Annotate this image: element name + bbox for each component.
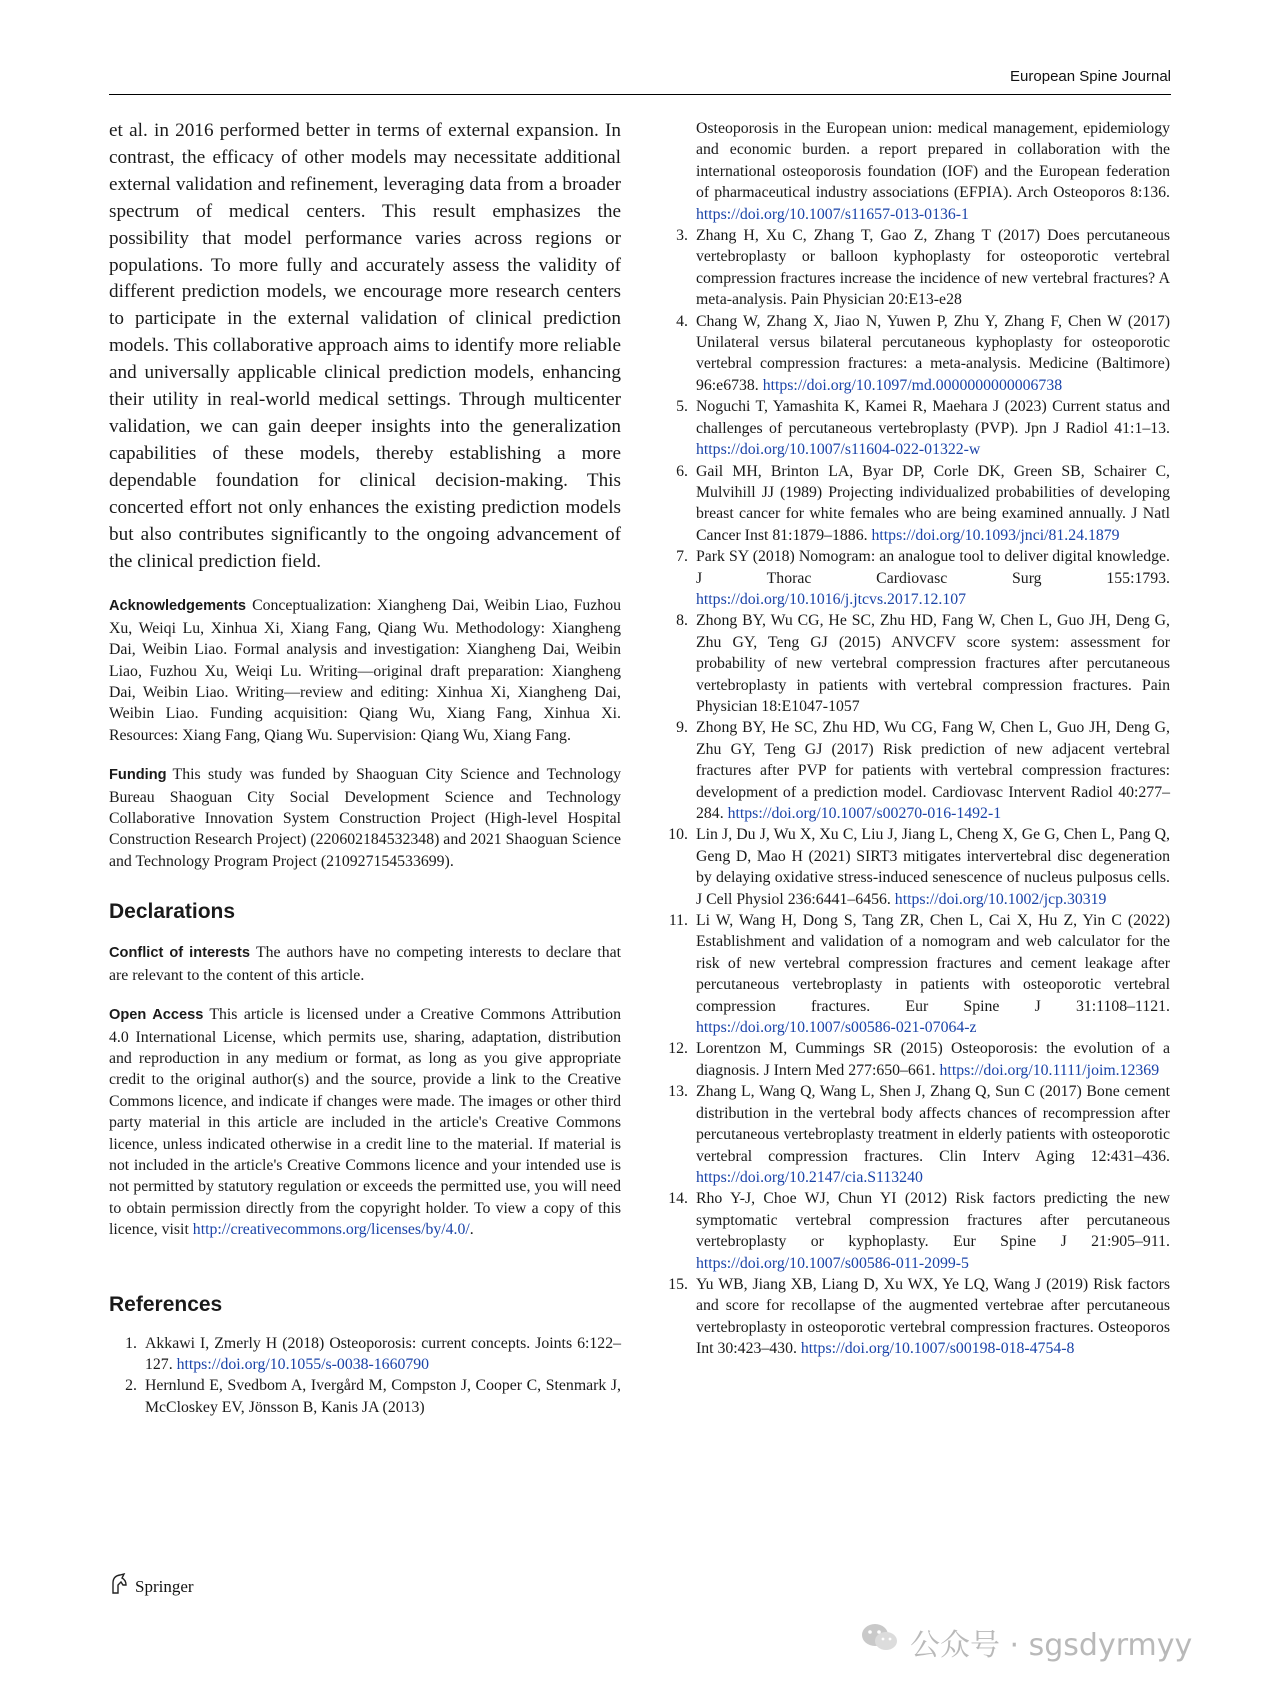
reference-doi-link[interactable]: https://doi.org/10.1002/jcp.30319 — [894, 890, 1107, 908]
reference-text: Zhang L, Wang Q, Wang L, Shen J, Zhang Q, Sun C (2017) Bone cement distribution in the vertebral body affects chances of recompression after percutaneous vertebroplasty treatment in elderly patients with osteoporotic vertebral compression fractures. Clin Interv Aging 12:431–436. — [696, 1083, 1170, 1165]
reference-text: Noguchi T, Yamashita K, Kamei R, Maehara J (2023) Current status and challenges of percutaneous vertebroplasty (PVP). Jpn J Radiol 41:1–13. — [696, 398, 1170, 437]
springer-logo — [109, 1573, 194, 1600]
reference-text: Lorentzon M, Cummings SR (2015) Osteoporosis: the evolution of a diagnosis. J Intern Med 277:650–661. — [696, 1040, 1170, 1079]
reference-item — [660, 546, 1170, 610]
reference-item — [109, 1333, 621, 1376]
right-reference-list — [660, 225, 1170, 1360]
reference-number: 9. — [676, 719, 688, 737]
open-access-text: This article is licensed under a Creative Commons Attribution 4.0 International License, which permits use, sharing, adaptation, distribution and reproduction in any medium or format, as long as you give appropriate credit to the original author(s) and the source, provide a link to the Creative Commons licence, and indicate if changes were made. The images or other third party material in this article are included in the article's Creative Commons licence, unless indicated otherwise in a credit line to the material. If material is not included in the article's Creative Commons licence and your intended use is not permitted by statutory regulation or exceeds the permitted use, you will need to obtain permission directly from the copyright holder. To view a copy of this licence, visit — [109, 1006, 621, 1239]
reference-number: 10. — [668, 826, 688, 844]
reference-number: 2. — [125, 1377, 137, 1395]
reference-number: 13. — [668, 1083, 688, 1101]
reference-number: 5. — [676, 398, 688, 416]
body-paragraph: et al. in 2016 performed better in terms of external expansion. In contrast, the efficacy of other models may necessitate additional external validation and refinement, leveraging data from a broader spectrum of medical centers. This result emphasizes the possibility that model performance varies across regions or populations. To more fully and accurately assess the validity of different prediction models, we encourage more research centers to participate in the external validation of clinical prediction models. This collaborative approach aims to identify more reliable and universally applicable clinical prediction models, enhancing their utility in real-world medical settings. Through multicenter validation, we can gain deeper insights into the generalization capabilities of these models, thereby establishing a more dependable foundation for clinical decision-making. This concerted effort not only enhances the existing prediction models but also contributes significantly to the ongoing advancement of the clinical prediction field. — [109, 120, 621, 572]
reference-doi-link[interactable]: https://doi.org/10.1016/j.jtcvs.2017.12.107 — [696, 590, 967, 608]
reference-doi-link[interactable]: https://doi.org/10.1007/s00586-021-07064-z — [696, 1019, 977, 1037]
reference-text: Yu WB, Jiang XB, Liang D, Xu WX, Ye LQ, Wang J (2019) Risk factors and score for recollapse of the augmented vertebrae after percutaneous vertebroplasty in osteoporotic vertebral compression fractures. Osteoporos Int 30:423–430. — [696, 1275, 1170, 1358]
left-reference-list — [109, 1333, 621, 1419]
publisher-name: Springer — [135, 1576, 194, 1596]
reference-doi-link[interactable]: https://doi.org/10.2147/cia.S113240 — [696, 1168, 923, 1186]
reference-number: 8. — [676, 612, 688, 630]
reference-item — [660, 461, 1170, 547]
reference-text: Chang W, Zhang X, Jiao N, Yuwen P, Zhu Y, Zhang F, Chen W (2017) Unilateral versus bilateral percutaneous kyphoplasty for osteoporotic vertebral compression fractures: a meta-analysis. Medicine (Baltimore) 96:e6738. — [696, 312, 1170, 394]
watermark-text: 公众号 · sgsdyrmyy — [910, 1628, 1193, 1663]
reference-item — [660, 1081, 1170, 1188]
header-rule — [109, 94, 1171, 95]
reference-item — [660, 1038, 1170, 1081]
reference-doi-link[interactable]: https://doi.org/10.1007/s00270-016-1492-1 — [727, 805, 1002, 822]
reference-item — [660, 1188, 1170, 1274]
reference-item — [660, 311, 1170, 397]
conflict-section — [109, 942, 621, 986]
reference-item — [109, 1375, 621, 1418]
open-access-section — [109, 1004, 621, 1240]
reference-number: 4. — [676, 312, 688, 330]
reference-text: Gail MH, Brinton LA, Byar DP, Corle DK, Green SB, Schairer C, Mulvihill JJ (1989) Projecting individualized probabilities of developing breast cancer for white females who are being examined annually. J Natl Cancer Inst 81:1879–1886. — [696, 462, 1170, 544]
reference-item — [660, 225, 1170, 311]
reference-number: 14. — [668, 1190, 688, 1208]
reference-text: Zhang H, Xu C, Zhang T, Gao Z, Zhang T (2017) Does percutaneous vertebroplasty or balloon kyphoplasty for osteoporotic vertebral compression fractures increase the incidence of new vertebral fractures? A meta-analysis. Pain Physician 20:E13-e28 — [696, 227, 1170, 309]
reference-number: 11. — [668, 912, 688, 930]
reference-doi-link[interactable]: https://doi.org/10.1007/s00586-011-2099-5 — [696, 1254, 969, 1272]
reference-item — [660, 910, 1170, 1038]
wechat-icon — [860, 1621, 900, 1663]
watermark — [860, 1620, 1192, 1664]
conflict-text: The authors have no competing interests to declare that are relevant to the content of this article. — [109, 944, 622, 984]
reference-text: Hernlund E, Svedbom A, Ivergård M, Compston J, Cooper C, Stenmark J, McCloskey EV, Jönsson B, Kanis JA (2013) — [145, 1377, 621, 1416]
reference-text: Rho Y-J, Choe WJ, Chun YI (2012) Risk factors predicting the new symptomatic vertebral compression fractures after percutaneous vertebroplasty or kyphoplasty. Eur Spine J 21:905–911. — [696, 1190, 1170, 1251]
references-heading: References — [109, 1292, 223, 1316]
reference-text: Lin J, Du J, Wu X, Xu C, Liu J, Jiang L, Cheng X, Ge G, Chen L, Pang Q, Geng D, Mao H (2021) SIRT3 mitigates intervertebral disc degeneration by delaying oxidative stress-induced senescence of nucleus pulposus cells. J Cell Physiol 236:6441–6456. — [696, 826, 1170, 908]
reference-number: 6. — [676, 462, 688, 480]
reference-doi-link[interactable]: https://doi.org/10.1111/joim.12369 — [939, 1061, 1160, 1079]
reference-text: Akkawi I, Zmerly H (2018) Osteoporosis: current concepts. Joints 6:122–127. — [145, 1334, 621, 1373]
open-access-end: . — [469, 1221, 474, 1239]
reference-number: 15. — [668, 1275, 688, 1293]
reference-doi-link[interactable]: https://doi.org/10.1055/s-0038-1660790 — [176, 1355, 430, 1373]
left-column — [109, 118, 621, 1418]
reference-item — [660, 610, 1170, 717]
reference-doi-link[interactable]: https://doi.org/10.1007/s11657-013-0136-1 — [696, 205, 969, 223]
acknowledgements-text: Conceptualization: Xiangheng Dai, Weibin Liao, Fuzhou Xu, Weiqi Lu, Xinhua Xi, Xiang Fang, Qiang Wu. Methodology: Xiangheng Dai, Weibin Liao. Formal analysis and investigation: Xiangheng Dai, Weibin Liao, Fuzhou Xu, Weiqi Lu. Writing—original draft preparation: Xiangheng Dai, Weibin Liao. Writing—review and editing: Xinhua Xi, Xiangheng Dai, Weibin Liao. Funding acquisition: Qiang Wu, Xiang Fang, Xinhua Xi. Resources: Xiang Fang, Qiang Wu. Supervision: Qiang Wu, Xiang Fang. — [109, 597, 621, 744]
declarations-heading: Declarations — [109, 900, 236, 924]
acknowledgements-section — [109, 595, 621, 746]
reference-item — [660, 396, 1170, 460]
open-access-label: Open Access — [109, 1007, 204, 1024]
right-column — [660, 118, 1170, 1360]
journal-name: European Spine Journal — [1010, 68, 1171, 85]
reference-doi-link[interactable]: https://doi.org/10.1007/s11604-022-01322-w — [696, 441, 981, 459]
reference-continuation — [660, 118, 1170, 225]
reference-number: 1. — [125, 1334, 137, 1352]
reference-text: Osteoporosis in the European union: medical management, epidemiology and economic burden. a report prepared in collaboration with the international osteoporosis foundation (IOF) and the European federation of pharmaceutical industry associations (EFPIA). Arch Osteoporos 8:136. — [696, 120, 1170, 202]
reference-doi-link[interactable]: https://doi.org/10.1007/s00198-018-4754-8 — [800, 1340, 1075, 1358]
reference-number: 7. — [676, 548, 688, 566]
reference-number: 3. — [676, 227, 688, 245]
funding-label: Funding — [109, 767, 167, 784]
license-link[interactable]: http://creativecommons.org/licenses/by/4.0/ — [192, 1221, 470, 1239]
reference-text: Li W, Wang H, Dong S, Tang ZR, Chen L, Cai X, Hu Z, Yin C (2022) Establishment and validation of a nomogram and web calculator for the risk of new vertebral compression fractures and cement leakage after percutaneous vertebroplasty in patients with osteoporotic vertebral compression fractures. Eur Spine J 31:1108–1121. — [696, 912, 1170, 1015]
funding-section — [109, 764, 621, 872]
reference-doi-link[interactable]: https://doi.org/10.1093/jnci/81.24.1879 — [871, 526, 1120, 544]
reference-number: 12. — [668, 1040, 688, 1058]
conflict-label: Conflict of interests — [109, 945, 250, 962]
reference-item — [660, 1274, 1170, 1360]
reference-doi-link[interactable]: https://doi.org/10.1097/md.0000000000006738 — [762, 376, 1063, 394]
reference-item — [660, 717, 1170, 824]
springer-horse-icon — [109, 1573, 129, 1600]
funding-text: This study was funded by Shaoguan City Science and Technology Bureau Shaoguan City Social Development Science and Technology Collaborative Innovation System Construction Project (High-level Hospital Construction Research Project) (220602184532348) and 2021 Shaoguan Science and Technology Program Project (210927154533699). — [109, 766, 621, 870]
reference-text: Zhong BY, Wu CG, He SC, Zhu HD, Fang W, Chen L, Guo JH, Deng G, Zhu GY, Teng GJ (2015) ANVCFV score system: assessment for probability of new vertebral compression fractures after percutaneous vertebroplasty in patients with vertebral compression fractures. Pain Physician 18:E1047-1057 — [696, 612, 1170, 715]
reference-item — [660, 824, 1170, 910]
reference-text: Zhong BY, He SC, Zhu HD, Wu CG, Fang W, Chen L, Guo JH, Deng G, Zhu GY, Teng GJ (2017) Risk prediction of new adjacent vertebral fractures after PVP for patients with vertebral compression fractures: development of a prediction model. Cardiovasc Intervent Radiol 40:277–284. — [696, 719, 1170, 822]
reference-text: Park SY (2018) Nomogram: an analogue tool to deliver digital knowledge. J Thorac Cardiovasc Surg 155:1793. — [696, 548, 1170, 587]
acknowledgements-label: Acknowledgements — [109, 598, 247, 615]
